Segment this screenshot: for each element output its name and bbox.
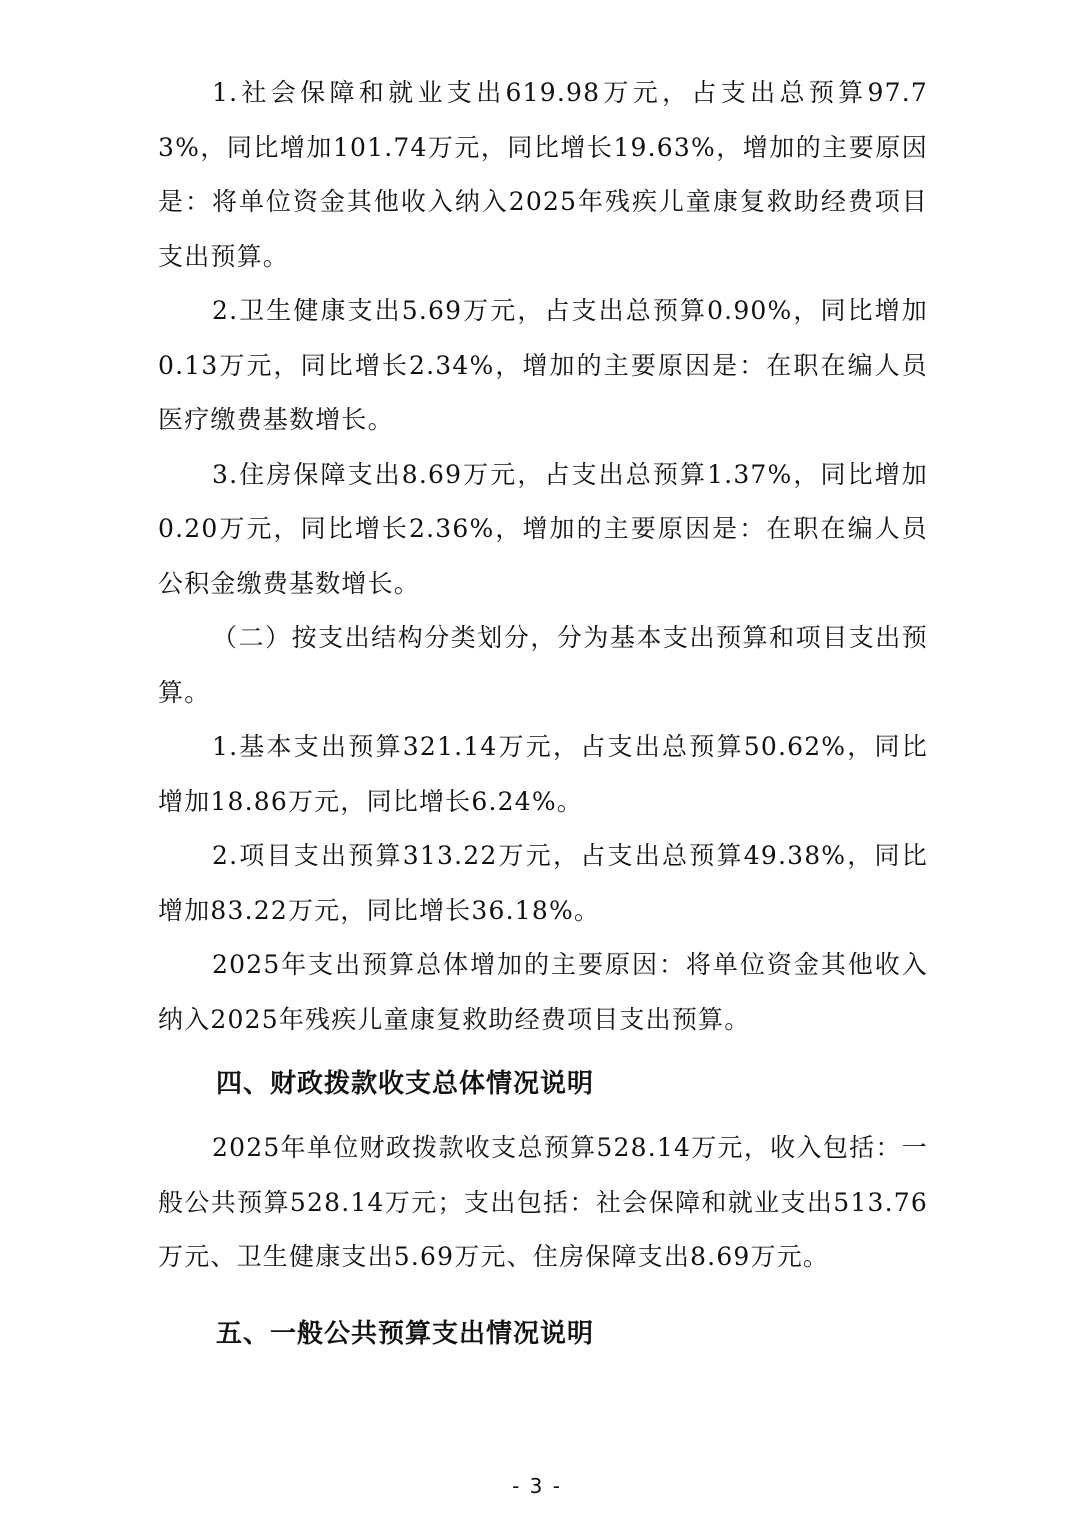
paragraph-fiscal-appropriation-summary: 2025年单位财政拨款收支总预算528.14万元，收入包括：一般公共预算528.14万元；支出包括：社会保障和就业支出513.76万元、卫生健康支出5.69万元、住房保障支出8.69万元。 (158, 1133, 928, 1271)
paragraph-basic-expenditure: 1.基本支出预算321.14万元，占支出总预算50.62%，同比增加18.86万元，同比增长6.24%。 (158, 732, 928, 816)
page-number: - 3 - (512, 1474, 562, 1498)
paragraph-health: 2.卫生健康支出5.69万元，占支出总预算0.90%，同比增加0.13万元，同比增长2.34%，增加的主要原因是：在职在编人员医疗缴费基数增长。 (158, 296, 928, 434)
section-heading-fiscal-appropriation: 四、财政拨款收支总体情况说明 (216, 1069, 595, 1099)
section-heading-general-public-budget: 五、一般公共预算支出情况说明 (216, 1318, 595, 1349)
paragraph-project-expenditure: 2.项目支出预算313.22万元，占支出总预算49.38%，同比增加83.22万元，同比增长36.18%。 (158, 841, 928, 925)
paragraph-structure-classification: （二）按支出结构分类划分，分为基本支出预算和项目支出预算。 (158, 623, 928, 707)
paragraph-housing: 3.住房保障支出8.69万元，占支出总预算1.37%，同比增加0.20万元，同比增长2.36%，增加的主要原因是：在职在编人员公积金缴费基数增长。 (158, 459, 928, 598)
paragraph-social-security: 1.社会保障和就业支出619.98万元，占支出总预算97.73%，同比增加101.74万元，同比增长19.63%，增加的主要原因是：将单位资金其他收入纳入2025年残疾儿童康复救助经费项目支出预算。 (158, 78, 928, 271)
paragraph-increase-reason: 2025年支出预算总体增加的主要原因：将单位资金其他收入纳入2025年残疾儿童康复救助经费项目支出预算。 (158, 950, 928, 1034)
spacer (158, 1111, 928, 1121)
spacer (158, 1285, 928, 1307)
document-body (158, 66, 928, 1361)
spacer (158, 1047, 928, 1057)
